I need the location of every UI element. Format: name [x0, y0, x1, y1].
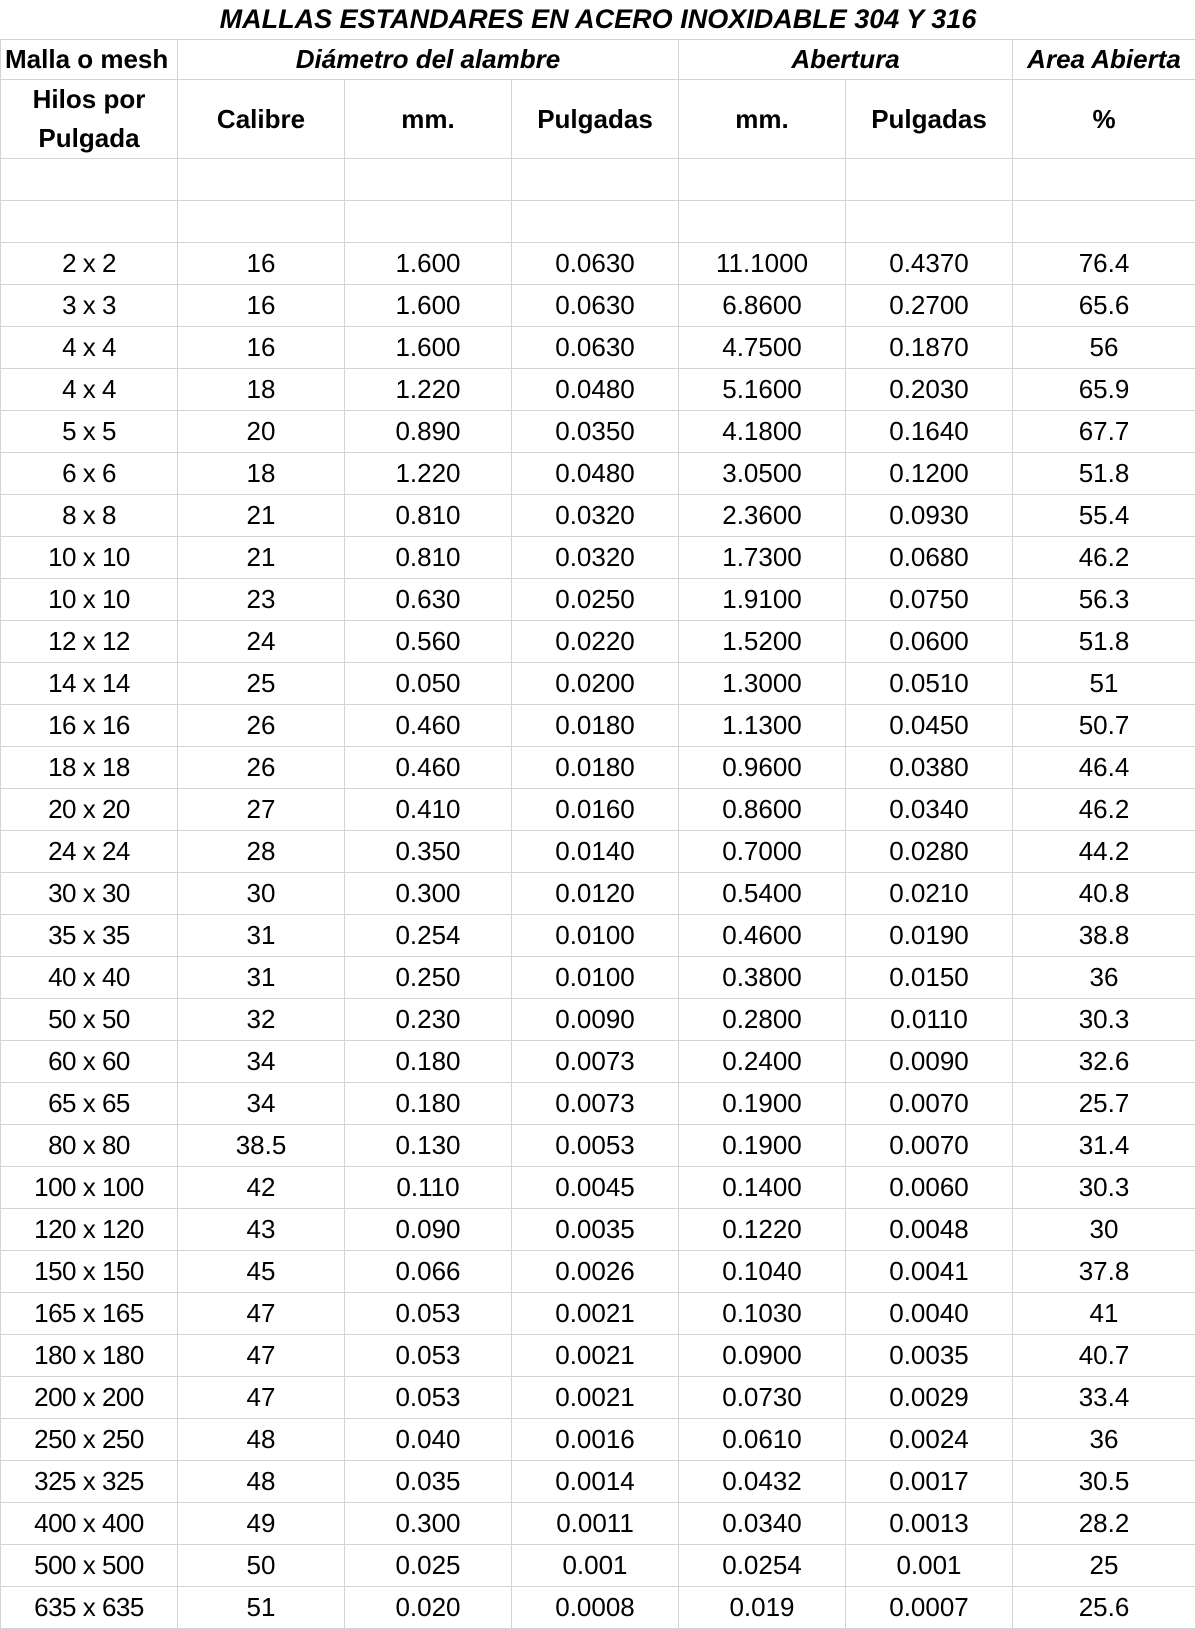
- table-row: [1, 285, 1195, 327]
- cell-diameter-mm: 0.890: [345, 411, 512, 453]
- cell-mesh: 5 x 5: [1, 411, 178, 453]
- cell-opening-inches: 0.001: [846, 1545, 1013, 1587]
- cell-gauge: 49: [178, 1503, 345, 1545]
- cell-opening-inches: 0.0450: [846, 705, 1013, 747]
- cell-opening-mm: 0.3800: [679, 957, 846, 999]
- cell-gauge: 20: [178, 411, 345, 453]
- cell-mesh: 24 x 24: [1, 831, 178, 873]
- cell-opening-inches: 0.0280: [846, 831, 1013, 873]
- cell-diameter-inches: 0.0630: [512, 327, 679, 369]
- cell-diameter-inches: 0.0008: [512, 1587, 679, 1629]
- cell-gauge: 21: [178, 537, 345, 579]
- cell-mesh: 400 x 400: [1, 1503, 178, 1545]
- cell-diameter-mm: 0.053: [345, 1293, 512, 1335]
- cell-diameter-inches: 0.0480: [512, 369, 679, 411]
- cell-opening-inches: 0.2030: [846, 369, 1013, 411]
- subheader-opening-mm: mm.: [679, 80, 846, 159]
- cell-opening-inches: 0.0041: [846, 1251, 1013, 1293]
- cell-opening-mm: 0.8600: [679, 789, 846, 831]
- cell-gauge: 47: [178, 1377, 345, 1419]
- cell-open-area: 30.3: [1013, 999, 1195, 1041]
- cell-mesh: 180 x 180: [1, 1335, 178, 1377]
- cell-open-area: 32.6: [1013, 1041, 1195, 1083]
- table-row: [1, 327, 1195, 369]
- cell-opening-mm: 0.4600: [679, 915, 846, 957]
- cell-diameter-inches: 0.0180: [512, 705, 679, 747]
- empty-cell: [345, 159, 512, 201]
- cell-gauge: 21: [178, 495, 345, 537]
- cell-opening-mm: 1.1300: [679, 705, 846, 747]
- cell-mesh: 8 x 8: [1, 495, 178, 537]
- cell-opening-mm: 4.7500: [679, 327, 846, 369]
- cell-opening-inches: 0.1200: [846, 453, 1013, 495]
- cell-gauge: 26: [178, 705, 345, 747]
- table-row: [1, 1167, 1195, 1209]
- cell-gauge: 24: [178, 621, 345, 663]
- cell-gauge: 42: [178, 1167, 345, 1209]
- cell-open-area: 38.8: [1013, 915, 1195, 957]
- cell-diameter-mm: 0.050: [345, 663, 512, 705]
- cell-gauge: 48: [178, 1461, 345, 1503]
- cell-open-area: 41: [1013, 1293, 1195, 1335]
- table-row: [1, 1545, 1195, 1587]
- cell-open-area: 31.4: [1013, 1125, 1195, 1167]
- cell-diameter-inches: 0.0250: [512, 579, 679, 621]
- subheader-diameter-inches: Pulgadas: [512, 80, 679, 159]
- empty-cell: [512, 159, 679, 201]
- cell-diameter-mm: 1.600: [345, 243, 512, 285]
- table-row: [1, 1041, 1195, 1083]
- empty-cell: [846, 201, 1013, 243]
- cell-mesh: 250 x 250: [1, 1419, 178, 1461]
- table-row: [1, 705, 1195, 747]
- cell-diameter-inches: 0.0026: [512, 1251, 679, 1293]
- cell-gauge: 48: [178, 1419, 345, 1461]
- table-row: [1, 1419, 1195, 1461]
- cell-mesh: 65 x 65: [1, 1083, 178, 1125]
- cell-diameter-mm: 0.254: [345, 915, 512, 957]
- cell-diameter-mm: 1.600: [345, 285, 512, 327]
- cell-open-area: 46.4: [1013, 747, 1195, 789]
- cell-opening-mm: 0.0730: [679, 1377, 846, 1419]
- cell-diameter-mm: 0.180: [345, 1041, 512, 1083]
- cell-opening-inches: 0.0110: [846, 999, 1013, 1041]
- cell-gauge: 26: [178, 747, 345, 789]
- cell-diameter-mm: 0.053: [345, 1335, 512, 1377]
- cell-diameter-mm: 1.600: [345, 327, 512, 369]
- cell-mesh: 50 x 50: [1, 999, 178, 1041]
- cell-diameter-mm: 0.230: [345, 999, 512, 1041]
- table-row: [1, 579, 1195, 621]
- cell-opening-inches: 0.0210: [846, 873, 1013, 915]
- cell-gauge: 31: [178, 915, 345, 957]
- cell-gauge: 27: [178, 789, 345, 831]
- cell-gauge: 18: [178, 453, 345, 495]
- cell-opening-inches: 0.0029: [846, 1377, 1013, 1419]
- cell-open-area: 25: [1013, 1545, 1195, 1587]
- cell-opening-mm: 0.0340: [679, 1503, 846, 1545]
- cell-opening-inches: 0.0048: [846, 1209, 1013, 1251]
- cell-opening-mm: 1.5200: [679, 621, 846, 663]
- cell-opening-mm: 0.1900: [679, 1083, 846, 1125]
- cell-open-area: 28.2: [1013, 1503, 1195, 1545]
- cell-mesh: 10 x 10: [1, 579, 178, 621]
- header-opening: Abertura: [679, 40, 1013, 80]
- empty-cell: [1013, 201, 1195, 243]
- cell-open-area: 30.5: [1013, 1461, 1195, 1503]
- cell-gauge: 16: [178, 327, 345, 369]
- cell-diameter-inches: 0.0073: [512, 1041, 679, 1083]
- cell-opening-mm: 0.1400: [679, 1167, 846, 1209]
- cell-opening-mm: 0.7000: [679, 831, 846, 873]
- cell-open-area: 51.8: [1013, 453, 1195, 495]
- cell-diameter-mm: 0.040: [345, 1419, 512, 1461]
- cell-gauge: 45: [178, 1251, 345, 1293]
- cell-diameter-inches: 0.0100: [512, 957, 679, 999]
- table-row: [1, 957, 1195, 999]
- cell-mesh: 10 x 10: [1, 537, 178, 579]
- cell-open-area: 33.4: [1013, 1377, 1195, 1419]
- cell-gauge: 25: [178, 663, 345, 705]
- cell-diameter-mm: 0.630: [345, 579, 512, 621]
- cell-diameter-inches: 0.0073: [512, 1083, 679, 1125]
- cell-diameter-inches: 0.0045: [512, 1167, 679, 1209]
- cell-mesh: 80 x 80: [1, 1125, 178, 1167]
- cell-diameter-inches: 0.0180: [512, 747, 679, 789]
- cell-diameter-inches: 0.001: [512, 1545, 679, 1587]
- cell-diameter-mm: 0.020: [345, 1587, 512, 1629]
- cell-gauge: 28: [178, 831, 345, 873]
- cell-diameter-mm: 0.810: [345, 537, 512, 579]
- subheader-threads-per-inch: [1, 80, 178, 159]
- cell-gauge: 31: [178, 957, 345, 999]
- cell-opening-mm: 0.0432: [679, 1461, 846, 1503]
- cell-gauge: 32: [178, 999, 345, 1041]
- cell-mesh: 500 x 500: [1, 1545, 178, 1587]
- cell-diameter-inches: 0.0320: [512, 495, 679, 537]
- cell-open-area: 50.7: [1013, 705, 1195, 747]
- cell-opening-inches: 0.0007: [846, 1587, 1013, 1629]
- cell-opening-inches: 0.1640: [846, 411, 1013, 453]
- cell-opening-inches: 0.0600: [846, 621, 1013, 663]
- cell-diameter-mm: 0.560: [345, 621, 512, 663]
- cell-opening-mm: 0.2800: [679, 999, 846, 1041]
- cell-open-area: 37.8: [1013, 1251, 1195, 1293]
- cell-opening-mm: 0.1030: [679, 1293, 846, 1335]
- cell-opening-inches: 0.0680: [846, 537, 1013, 579]
- cell-mesh: 14 x 14: [1, 663, 178, 705]
- empty-cell: [178, 201, 345, 243]
- cell-opening-mm: 0.9600: [679, 747, 846, 789]
- table-row: [1, 1377, 1195, 1419]
- cell-open-area: 25.6: [1013, 1587, 1195, 1629]
- cell-diameter-inches: 0.0100: [512, 915, 679, 957]
- cell-open-area: 36: [1013, 957, 1195, 999]
- cell-open-area: 65.6: [1013, 285, 1195, 327]
- cell-mesh: 18 x 18: [1, 747, 178, 789]
- cell-open-area: 51: [1013, 663, 1195, 705]
- empty-cell: [846, 159, 1013, 201]
- cell-mesh: 20 x 20: [1, 789, 178, 831]
- cell-diameter-inches: 0.0021: [512, 1377, 679, 1419]
- cell-mesh: 2 x 2: [1, 243, 178, 285]
- cell-gauge: 34: [178, 1041, 345, 1083]
- cell-open-area: 65.9: [1013, 369, 1195, 411]
- cell-diameter-mm: 0.250: [345, 957, 512, 999]
- cell-diameter-inches: 0.0014: [512, 1461, 679, 1503]
- cell-gauge: 43: [178, 1209, 345, 1251]
- cell-diameter-inches: 0.0200: [512, 663, 679, 705]
- cell-opening-inches: 0.0190: [846, 915, 1013, 957]
- cell-diameter-inches: 0.0350: [512, 411, 679, 453]
- subheader-threads-line2: Pulgada: [1, 119, 177, 158]
- cell-opening-mm: 11.1000: [679, 243, 846, 285]
- cell-open-area: 56.3: [1013, 579, 1195, 621]
- cell-opening-inches: 0.0090: [846, 1041, 1013, 1083]
- cell-open-area: 76.4: [1013, 243, 1195, 285]
- cell-mesh: 635 x 635: [1, 1587, 178, 1629]
- cell-diameter-inches: 0.0120: [512, 873, 679, 915]
- cell-diameter-inches: 0.0021: [512, 1293, 679, 1335]
- cell-opening-mm: 6.8600: [679, 285, 846, 327]
- cell-diameter-mm: 0.300: [345, 873, 512, 915]
- cell-diameter-inches: 0.0320: [512, 537, 679, 579]
- table-row: [1, 495, 1195, 537]
- cell-gauge: 34: [178, 1083, 345, 1125]
- cell-opening-inches: 0.0070: [846, 1125, 1013, 1167]
- cell-gauge: 16: [178, 243, 345, 285]
- cell-opening-inches: 0.0070: [846, 1083, 1013, 1125]
- table-row: [1, 1503, 1195, 1545]
- cell-mesh: 40 x 40: [1, 957, 178, 999]
- cell-opening-mm: 0.0610: [679, 1419, 846, 1461]
- cell-open-area: 56: [1013, 327, 1195, 369]
- table-row: [1, 1125, 1195, 1167]
- cell-diameter-mm: 0.410: [345, 789, 512, 831]
- subheader-threads-line1: Hilos por: [1, 80, 177, 119]
- cell-opening-inches: 0.0040: [846, 1293, 1013, 1335]
- table-row: [1, 621, 1195, 663]
- cell-diameter-mm: 0.460: [345, 705, 512, 747]
- cell-diameter-mm: 1.220: [345, 369, 512, 411]
- cell-diameter-mm: 0.066: [345, 1251, 512, 1293]
- cell-open-area: 46.2: [1013, 789, 1195, 831]
- cell-diameter-mm: 0.130: [345, 1125, 512, 1167]
- cell-diameter-mm: 1.220: [345, 453, 512, 495]
- cell-diameter-inches: 0.0021: [512, 1335, 679, 1377]
- table-row: [1, 663, 1195, 705]
- cell-mesh: 165 x 165: [1, 1293, 178, 1335]
- table-row: [1, 789, 1195, 831]
- cell-opening-inches: 0.0035: [846, 1335, 1013, 1377]
- cell-opening-mm: 5.1600: [679, 369, 846, 411]
- cell-mesh: 4 x 4: [1, 327, 178, 369]
- table-row: [1, 411, 1195, 453]
- cell-gauge: 47: [178, 1293, 345, 1335]
- cell-opening-inches: 0.4370: [846, 243, 1013, 285]
- cell-mesh: 150 x 150: [1, 1251, 178, 1293]
- cell-opening-inches: 0.0380: [846, 747, 1013, 789]
- table-row: [1, 747, 1195, 789]
- cell-opening-inches: 0.0340: [846, 789, 1013, 831]
- cell-opening-mm: 3.0500: [679, 453, 846, 495]
- empty-cell: [679, 201, 846, 243]
- cell-open-area: 51.8: [1013, 621, 1195, 663]
- cell-opening-mm: 1.9100: [679, 579, 846, 621]
- cell-open-area: 55.4: [1013, 495, 1195, 537]
- subheader-open-area-percent: %: [1013, 80, 1195, 159]
- table-row: [1, 1335, 1195, 1377]
- cell-open-area: 30: [1013, 1209, 1195, 1251]
- cell-opening-mm: 0.2400: [679, 1041, 846, 1083]
- cell-gauge: 18: [178, 369, 345, 411]
- cell-open-area: 44.2: [1013, 831, 1195, 873]
- cell-opening-inches: 0.0750: [846, 579, 1013, 621]
- cell-diameter-mm: 0.810: [345, 495, 512, 537]
- cell-mesh: 4 x 4: [1, 369, 178, 411]
- cell-mesh: 12 x 12: [1, 621, 178, 663]
- cell-opening-mm: 0.0900: [679, 1335, 846, 1377]
- cell-opening-inches: 0.0017: [846, 1461, 1013, 1503]
- cell-diameter-inches: 0.0090: [512, 999, 679, 1041]
- cell-mesh: 100 x 100: [1, 1167, 178, 1209]
- cell-open-area: 25.7: [1013, 1083, 1195, 1125]
- cell-diameter-mm: 0.180: [345, 1083, 512, 1125]
- cell-diameter-mm: 0.025: [345, 1545, 512, 1587]
- table-row: [1, 453, 1195, 495]
- cell-opening-inches: 0.0150: [846, 957, 1013, 999]
- cell-opening-mm: 0.0254: [679, 1545, 846, 1587]
- cell-open-area: 67.7: [1013, 411, 1195, 453]
- cell-opening-inches: 0.0510: [846, 663, 1013, 705]
- cell-opening-inches: 0.1870: [846, 327, 1013, 369]
- cell-mesh: 6 x 6: [1, 453, 178, 495]
- table-row: [1, 1587, 1195, 1629]
- cell-open-area: 40.7: [1013, 1335, 1195, 1377]
- cell-opening-mm: 1.3000: [679, 663, 846, 705]
- cell-gauge: 47: [178, 1335, 345, 1377]
- cell-opening-inches: 0.0930: [846, 495, 1013, 537]
- table-row: [1, 915, 1195, 957]
- cell-mesh: 3 x 3: [1, 285, 178, 327]
- cell-diameter-inches: 0.0035: [512, 1209, 679, 1251]
- cell-opening-mm: 0.1900: [679, 1125, 846, 1167]
- table-row: [1, 831, 1195, 873]
- cell-gauge: 50: [178, 1545, 345, 1587]
- cell-open-area: 46.2: [1013, 537, 1195, 579]
- table-row: [1, 537, 1195, 579]
- cell-open-area: 36: [1013, 1419, 1195, 1461]
- subheader-opening-inches: Pulgadas: [846, 80, 1013, 159]
- cell-diameter-inches: 0.0053: [512, 1125, 679, 1167]
- cell-opening-mm: 1.7300: [679, 537, 846, 579]
- empty-cell: [1, 159, 178, 201]
- header-mesh: Malla o mesh: [1, 40, 178, 80]
- header-wire-diameter: Diámetro del alambre: [178, 40, 679, 80]
- cell-diameter-mm: 0.035: [345, 1461, 512, 1503]
- table-row: [1, 1209, 1195, 1251]
- cell-opening-mm: 2.3600: [679, 495, 846, 537]
- cell-gauge: 16: [178, 285, 345, 327]
- cell-opening-inches: 0.2700: [846, 285, 1013, 327]
- cell-open-area: 40.8: [1013, 873, 1195, 915]
- cell-opening-inches: 0.0024: [846, 1419, 1013, 1461]
- cell-diameter-mm: 0.460: [345, 747, 512, 789]
- cell-diameter-inches: 0.0011: [512, 1503, 679, 1545]
- cell-diameter-inches: 0.0480: [512, 453, 679, 495]
- table-row: [1, 999, 1195, 1041]
- empty-cell: [178, 159, 345, 201]
- cell-gauge: 51: [178, 1587, 345, 1629]
- cell-diameter-mm: 0.300: [345, 1503, 512, 1545]
- table-row: [1, 1251, 1195, 1293]
- table-row: [1, 1461, 1195, 1503]
- table-row: [1, 1293, 1195, 1335]
- cell-gauge: 23: [178, 579, 345, 621]
- cell-gauge: 30: [178, 873, 345, 915]
- empty-cell: [679, 159, 846, 201]
- cell-opening-mm: 0.5400: [679, 873, 846, 915]
- cell-diameter-inches: 0.0016: [512, 1419, 679, 1461]
- cell-mesh: 200 x 200: [1, 1377, 178, 1419]
- cell-mesh: 35 x 35: [1, 915, 178, 957]
- cell-open-area: 30.3: [1013, 1167, 1195, 1209]
- cell-opening-mm: 4.1800: [679, 411, 846, 453]
- cell-diameter-inches: 0.0630: [512, 285, 679, 327]
- cell-opening-mm: 0.1220: [679, 1209, 846, 1251]
- cell-mesh: 30 x 30: [1, 873, 178, 915]
- cell-opening-mm: 0.019: [679, 1587, 846, 1629]
- empty-cell: [345, 201, 512, 243]
- cell-opening-inches: 0.0013: [846, 1503, 1013, 1545]
- subheader-diameter-mm: mm.: [345, 80, 512, 159]
- table-row: [1, 243, 1195, 285]
- empty-cell: [1013, 159, 1195, 201]
- cell-mesh: 16 x 16: [1, 705, 178, 747]
- cell-diameter-inches: 0.0630: [512, 243, 679, 285]
- cell-diameter-mm: 0.350: [345, 831, 512, 873]
- cell-mesh: 120 x 120: [1, 1209, 178, 1251]
- table-row: [1, 369, 1195, 411]
- cell-diameter-mm: 0.110: [345, 1167, 512, 1209]
- cell-diameter-inches: 0.0140: [512, 831, 679, 873]
- table-row: [1, 1083, 1195, 1125]
- empty-cell: [512, 201, 679, 243]
- cell-mesh: 325 x 325: [1, 1461, 178, 1503]
- table-title: MALLAS ESTANDARES EN ACERO INOXIDABLE 304 Y 316: [1, 0, 1195, 40]
- table-row: [1, 873, 1195, 915]
- header-open-area: Area Abierta: [1013, 40, 1195, 80]
- cell-gauge: 38.5: [178, 1125, 345, 1167]
- cell-diameter-mm: 0.090: [345, 1209, 512, 1251]
- subheader-gauge: Calibre: [178, 80, 345, 159]
- empty-cell: [1, 201, 178, 243]
- cell-diameter-inches: 0.0160: [512, 789, 679, 831]
- cell-opening-mm: 0.1040: [679, 1251, 846, 1293]
- cell-mesh: 60 x 60: [1, 1041, 178, 1083]
- cell-diameter-inches: 0.0220: [512, 621, 679, 663]
- cell-diameter-mm: 0.053: [345, 1377, 512, 1419]
- cell-opening-inches: 0.0060: [846, 1167, 1013, 1209]
